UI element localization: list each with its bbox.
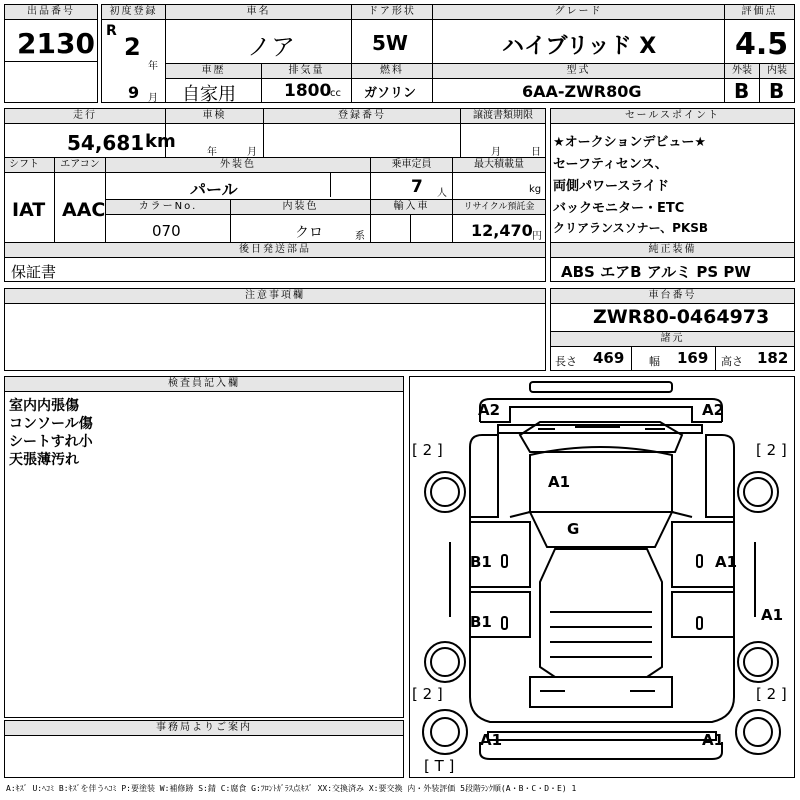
mark-rear-right: A1 [702,731,725,749]
mark-rear-left: A1 [480,731,503,749]
mark-tire-fl: [ 2 ] [412,441,443,459]
capacity-unit: 人 [437,188,447,199]
inspector-note: コンソール傷 [9,416,93,432]
later-parts: 保証書 [11,263,57,281]
model-label: 型式 [433,64,724,79]
mileage-unit: km [145,131,176,152]
interior-score: B [769,79,785,103]
sales-point-line: クリアランスソナー、PKSB [553,221,709,235]
import-label: 輸入車 [371,200,452,215]
car-diagram [409,376,795,778]
fuel: ガソリン [364,86,417,101]
mark-left-front-door: B1 [470,553,492,571]
lot-number-label: 出品番号 [5,5,97,20]
width: 169 [677,349,709,367]
displacement-label: 排気量 [262,64,351,79]
length: 469 [593,349,625,367]
color-no-label: カラーNo. [106,200,230,215]
length-label: 長さ [555,355,577,368]
grade: ハイブリッド X [502,34,657,59]
mark-trunk: [ T ] [424,757,455,775]
transfer-day-unit: 日 [531,147,541,158]
capacity: 7 [411,177,423,197]
mark-front-right: A2 [702,401,725,419]
interior-label: 内装 [760,64,794,79]
car-outline-svg [410,377,794,777]
dimensions-label: 諸元 [551,332,794,347]
mileage-label: 走行 [5,109,165,124]
sales-point-line: セーフティセンス、 [553,157,668,172]
inspector-box [4,376,404,718]
door-type: 5W [372,31,408,55]
recycle-label: リサイクル預託金 [453,200,545,215]
exterior-score: B [734,79,750,103]
int-color-label: 内装色 [231,200,370,215]
sales-point-line: 両側パワースライド [553,179,669,194]
first-reg-label: 初度登録 [102,5,165,20]
recycle-unit: 円 [532,231,542,242]
mark-roof: G [567,520,580,538]
mark-tire-rl: [ 2 ] [412,685,443,703]
sales-point-line: ★オークションデビュー★ [553,135,707,150]
inspector-label: 検査員記入欄 [5,377,403,392]
int-color-unit: 系 [355,231,365,242]
mark-left-rear-door: B1 [470,613,492,631]
inspection-year-unit: 年 [207,147,217,158]
month-unit: 月 [148,93,158,104]
equipment: ABS エアB アルミ PS PW [561,263,751,281]
fuel-label: 燃料 [352,64,432,79]
office-box [4,720,404,778]
inspector-note: 室内内張傷 [9,398,79,414]
mileage: 54,681 [67,131,145,155]
sales-points-label: セールスポイント [551,109,794,124]
mark-right-front-door: A1 [715,553,738,571]
max-load-unit: kg [529,184,542,195]
door-label: ドア形状 [352,5,432,20]
reg-month: 9 [128,83,140,102]
car-history: 自家用 [182,84,236,105]
year-unit: 年 [148,61,158,72]
recycle-fee: 12,470 [471,221,533,240]
inspection-label: 車検 [166,109,263,124]
chassis-number: ZWR80-0464973 [593,306,770,328]
chassis-label: 車台番号 [551,289,794,304]
car-name-label: 車名 [166,5,351,20]
grade-label: グレード [433,5,724,20]
displacement: 1800 [284,81,332,101]
transfer-month-unit: 月 [491,147,501,158]
car-name: ノア [247,33,295,61]
lot-number: 2130 [17,27,95,60]
mark-right-rear-quarter: A1 [761,606,784,624]
inspection-month-unit: 月 [247,147,257,158]
score: 4.5 [735,27,789,62]
height: 182 [757,349,789,367]
model-code: 6AA-ZWR80G [522,82,642,101]
ext-color-label: 外装色 [106,158,370,173]
mark-front-left: A2 [478,401,501,419]
equipment-label: 純正装備 [551,243,794,258]
legend: A:ｷｽﾞ U:ﾍｺﾐ B:ｷｽﾞを伴うﾍｺﾐ P:要塗装 W:補修跡 S:錆 C:腐食 G:ﾌﾛﾝﾄｶﾞﾗｽ点ｷｽﾞ XX:交換済み X:要交換 内・外装評価 5段階ﾗﾝｸ順(A・B・C・D・E) 1 [6,784,577,793]
office-label: 事務局よりご案内 [5,721,403,736]
height-label: 高さ [721,355,743,368]
score-label: 評価点 [725,5,794,20]
era: R [106,23,117,39]
vehicle-details [4,108,546,282]
header-grid [101,4,795,103]
sales-points [550,108,795,282]
chassis-box [550,288,795,371]
ac-label: エアコン [55,158,105,173]
mark-tire-fr: [ 2 ] [756,441,787,459]
ext-color: パール [190,180,238,199]
int-color: クロ [295,225,323,241]
later-parts-label: 後日発送部品 [5,243,545,258]
history-label: 車歴 [166,64,261,79]
mark-tire-rr: [ 2 ] [756,685,787,703]
sales-point-line: バックモニター・ETC [553,201,685,216]
reg-no-label: 登録番号 [264,109,460,124]
air-conditioner: AAC [62,199,106,221]
displacement-unit: cc [330,88,341,99]
mark-hood: A1 [548,473,571,491]
inspector-note: シートすれ小 [9,434,93,450]
capacity-label: 乗車定員 [371,158,452,173]
shift: IAT [12,199,46,221]
inspector-note: 天張薄汚れ [9,452,79,468]
shift-label: シフト [5,158,54,173]
exterior-label: 外装 [725,64,759,79]
notes-box [4,288,546,371]
reg-year: 2 [124,33,141,61]
color-no: 070 [152,222,181,240]
width-label: 幅 [649,355,660,368]
transfer-label: 譲渡書類期限 [461,109,545,124]
lot-number-cell [4,4,98,103]
notes-label: 注意事項欄 [5,289,545,304]
max-load-label: 最大積載量 [453,158,545,173]
